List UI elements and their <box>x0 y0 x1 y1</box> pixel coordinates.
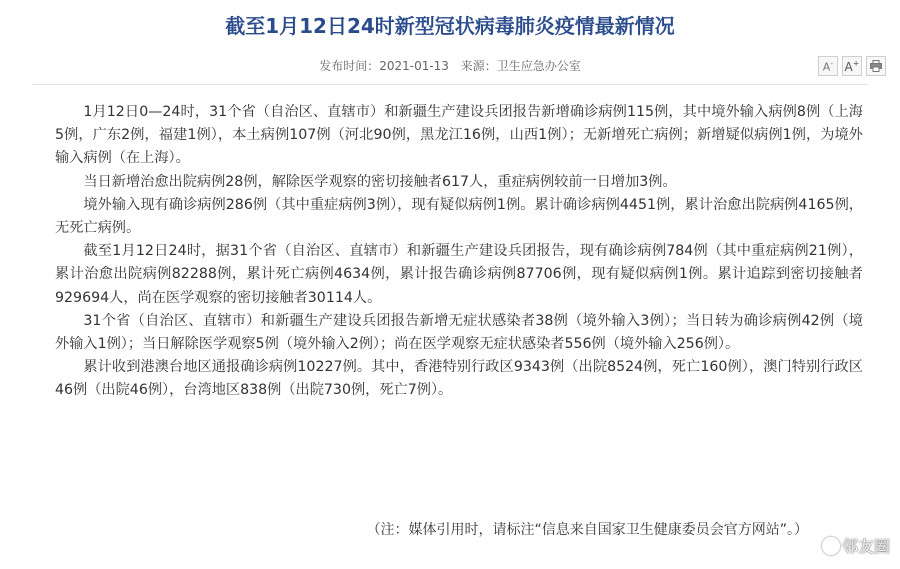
paragraph-new-cases: 1月12日0—24时，31个省（自治区、直辖市）和新疆生产建设兵团报告新增确诊病例115例，其中境外输入病例8例（上海5例，广东2例，福建1例），本土病例107例（河北90例，黑龙江16例，山西1例）；无新增死亡病例；新增疑似病例1例，为境外输入病例（在上海）。 <box>55 104 863 167</box>
source-label: 来源： <box>460 59 497 73</box>
paragraph-cumulative: 截至1月12日24时，据31个省（自治区、直辖市）和新疆生产建设兵团报告，现有确诊病例784例（其中重症病例21例），累计治愈出院病例82288例，累计死亡病例4634例，累计报告确诊病例87706例，现有疑似病例1例。累计追踪到密切接触者929694人，尚在医学观察的密切接触者30114人。 <box>55 243 863 306</box>
printer-icon <box>870 60 882 72</box>
article-title: 截至1月12日24时新型冠状病毒肺炎疫情最新情况 <box>225 14 675 38</box>
font-increase-icon: A+ <box>844 58 860 74</box>
watermark-logo-icon <box>822 537 840 555</box>
header-divider <box>32 84 868 85</box>
paragraph-asymptomatic: 31个省（自治区、直辖市）和新疆生产建设兵团报告新增无症状感染者38例（境外输入3例）；当日转为确诊病例42例（境外输入1例）；当日解除医学观察5例（境外输入2例）；尚在医学观察无症状感染者556例（境外输入256例）。 <box>55 312 863 353</box>
watermark <box>822 534 890 557</box>
source-name: 卫生应急办公室 <box>496 59 581 73</box>
publish-date: 2021-01-13 <box>379 59 449 73</box>
font-decrease-button[interactable] <box>818 56 838 76</box>
watermark-text: 邻友圈 <box>841 537 890 556</box>
paragraph-recoveries: 当日新增治愈出院病例28例，解除医学观察的密切接触者617人，重症病例较前一日增加3例。 <box>83 173 677 190</box>
publish-info <box>319 59 449 73</box>
publish-label: 发布时间： <box>319 59 380 73</box>
font-increase-button[interactable] <box>842 56 862 76</box>
article-meta <box>0 57 900 74</box>
source-info <box>461 59 581 73</box>
article-body <box>55 101 863 403</box>
citation-note: （注：媒体引用时，请标注“信息来自国家卫生健康委员会官方网站”。） <box>366 522 808 538</box>
article-tools <box>818 56 886 76</box>
font-decrease-icon: A- <box>822 58 834 74</box>
paragraph-hk-macau-taiwan: 累计收到港澳台地区通报确诊病例10227例。其中，香港特别行政区9343例（出院8524例，死亡160例），澳门特别行政区46例（出院46例），台湾地区838例（出院730例，死亡7例）。 <box>55 359 863 399</box>
print-button[interactable] <box>866 56 886 76</box>
paragraph-imported: 境外输入现有确诊病例286例（其中重症病例3例），现有疑似病例1例。累计确诊病例4451例，累计治愈出院病例4165例，无死亡病例。 <box>55 196 863 237</box>
